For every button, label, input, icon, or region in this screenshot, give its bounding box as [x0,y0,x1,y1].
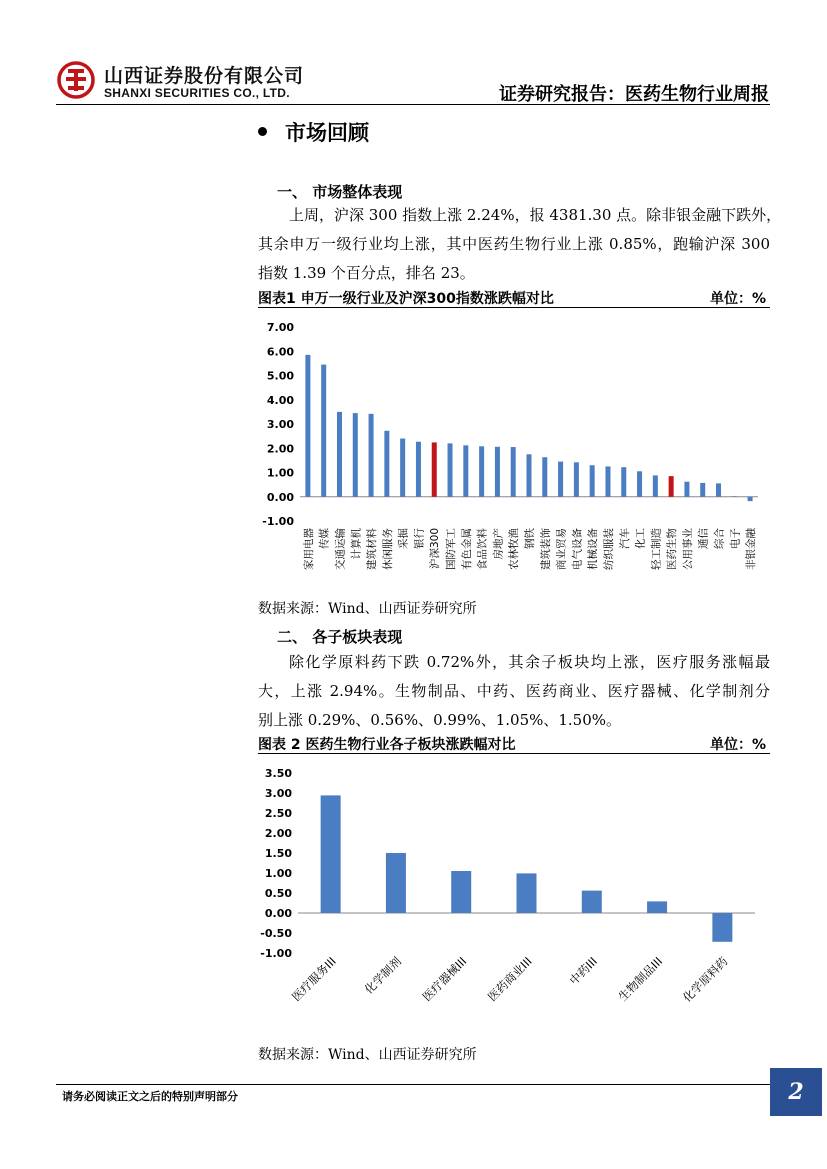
x-tick-label: 医药生物 [666,528,679,570]
y-tick-label: 3.00 [264,787,292,800]
figure1-chart-svg [258,314,770,590]
report-title: 证券研究报告：医药生物行业周报 [499,84,769,105]
x-tick-label: 有色金属 [460,528,473,570]
part1-paragraph [258,201,782,288]
x-tick-label: 通信 [697,528,710,549]
bar-生物制品III [647,901,667,913]
y-tick-label: 5.00 [266,369,294,383]
x-tick-label: 公用事业 [681,528,694,570]
bullet-icon [258,127,267,136]
bar-公用事业 [684,482,689,497]
bar-电子 [732,496,737,497]
x-tick-label: 机械设备 [587,528,600,570]
y-tick-label: 1.50 [264,847,292,860]
bar-沪深300 [432,442,437,496]
figure1-caption [258,288,770,308]
x-tick-label: 汽车 [618,528,631,549]
paragraph-line: 其余申万一级行业均上涨，其中医药生物行业上涨 0.85%，跑输沪深 300 [258,235,770,253]
figure2-caption [258,734,770,754]
bar-电气设备 [574,462,579,496]
x-tick-label: 轻工制造 [650,528,663,570]
x-tick-label: 银行 [413,528,426,549]
x-tick-label: 家用电器 [302,528,315,570]
x-tick-label: 食品饮料 [476,528,489,570]
bar-商业贸易 [558,462,563,497]
bar-医药商业III [517,873,537,913]
x-tick-label: 纺织服装 [602,528,615,570]
company-name-en: SHANXI SECURITIES CO., LTD. [104,86,290,100]
y-tick-label: 1.00 [264,867,292,880]
bar-休闲服务 [384,431,389,497]
paragraph-line: 除化学原料药下跌 0.72%外，其余子板块均上涨，医疗服务涨幅最 [289,653,770,671]
x-tick-label: 商业贸易 [555,528,568,570]
bar-传媒 [321,365,326,497]
paragraph-line: 大，上涨 2.94%。生物制品、中药、医药商业、医疗器械、化学制剂分 [258,682,770,700]
figure2-title: 图表 2 医药生物行业各子板块涨跌幅对比 [258,737,516,753]
bar-钢铁 [527,454,532,496]
part2-paragraph [258,648,770,735]
bar-汽车 [621,467,626,497]
bar-建筑材料 [369,414,374,497]
page-number: 2 [770,1068,822,1116]
y-tick-label: -1.00 [262,515,294,528]
y-tick-label: 0.50 [264,887,292,900]
x-tick-label: 医药商业III [484,954,535,1004]
bar-机械设备 [590,465,595,497]
figure2-rule [258,753,770,754]
x-tick-label: 生物制品III [615,954,666,1004]
section-title [258,117,369,147]
bar-国防军工 [448,443,453,496]
bar-非银金融 [748,497,753,501]
figure2-chart [258,760,770,1035]
y-tick-label: 2.00 [266,442,294,456]
part1-heading: 一、 市场整体表现 [277,183,403,201]
header-divider [56,104,770,105]
x-tick-label: 化工 [634,528,647,549]
bar-化工 [637,471,642,496]
y-tick-label: 1.00 [266,466,294,480]
figure1-chart [258,314,770,590]
x-tick-label: 交通运输 [334,528,347,570]
bar-通信 [700,483,705,497]
y-tick-label: 4.00 [266,393,294,407]
x-tick-label: 化学原料药 [679,954,731,1005]
y-tick-label: -0.50 [260,927,292,940]
y-tick-label: 3.50 [264,767,292,780]
bar-化学原料药 [712,913,732,942]
company-logo-icon [56,60,96,100]
y-tick-label: 7.00 [266,321,294,334]
x-tick-label: 钢铁 [524,528,536,549]
x-tick-label: 医疗器械III [419,954,470,1004]
company-name-cn: 山西证券股份有限公司 [104,65,305,87]
bar-采掘 [400,439,405,497]
bar-农林牧渔 [511,447,516,497]
y-tick-label: 6.00 [266,345,294,359]
x-tick-label: 非银金融 [745,528,758,570]
bar-纺织服装 [605,466,610,496]
y-tick-label: 0.00 [266,490,294,504]
x-tick-label: 综合 [713,528,726,549]
y-tick-label: 2.00 [264,827,292,840]
bar-交通运输 [337,412,342,497]
figure2-chart-svg [258,760,770,1035]
figure1-source: 数据来源：Wind、山西证券研究所 [258,601,477,617]
x-tick-label: 农林牧渔 [508,528,521,570]
x-tick-label: 电气设备 [571,528,584,570]
footer-note: 请务必阅读正文之后的特别声明部分 [62,1090,238,1103]
footer-divider [56,1084,770,1085]
bar-综合 [716,483,721,496]
part2-heading: 二、 各子板块表现 [277,628,403,646]
bar-医药生物 [669,476,674,497]
x-tick-label: 房地产 [492,528,505,560]
x-tick-label: 中药III [566,954,600,988]
y-tick-label: -1.00 [260,947,292,960]
x-tick-label: 采掘 [397,528,410,549]
bar-医疗器械III [451,871,471,913]
bar-家用电器 [305,355,310,497]
bar-银行 [416,442,421,497]
bar-轻工制造 [653,475,658,496]
bar-食品饮料 [479,446,484,496]
figure1-title: 图表1 申万一级行业及沪深300指数涨跌幅对比 [258,291,554,307]
paragraph-line: 指数 1.39 个百分点，排名 23。 [258,264,475,282]
x-tick-label: 建筑材料 [366,528,379,570]
y-tick-label: 3.00 [266,418,294,431]
y-tick-label: 0.00 [264,907,292,920]
x-tick-label: 医疗服务III [289,954,339,1004]
x-tick-label: 化学制剂 [361,954,405,997]
x-tick-label: 计算机 [350,528,363,560]
bar-建筑装饰 [542,457,547,497]
y-tick-label: 2.50 [264,807,292,820]
bar-房地产 [495,447,500,497]
bar-化学制剂 [386,853,406,913]
x-tick-label: 国防军工 [445,528,458,570]
x-tick-label: 建筑装饰 [539,528,552,570]
figure1-unit: 单位：% [709,291,766,307]
bar-有色金属 [463,445,468,496]
figure2-source: 数据来源：Wind、山西证券研究所 [258,1047,477,1063]
x-tick-label: 休闲服务 [381,528,394,570]
figure1-rule [258,307,770,308]
bar-医疗服务III [321,795,341,913]
bar-中药III [582,891,602,913]
figure2-unit: 单位：% [709,737,766,753]
x-tick-label: 电子 [729,528,742,549]
bar-计算机 [353,413,358,497]
paragraph-line: 别上涨 0.29%、0.56%、0.99%、1.05%、1.50%。 [258,711,622,729]
section-title-text: 市场回顾 [285,121,369,145]
x-tick-label: 沪深300 [429,528,442,570]
paragraph-line: 上周，沪深 300 指数上涨 2.24%，报 4381.30 点。除非银金融下跌外， [289,206,782,224]
x-tick-label: 传媒 [318,528,331,549]
